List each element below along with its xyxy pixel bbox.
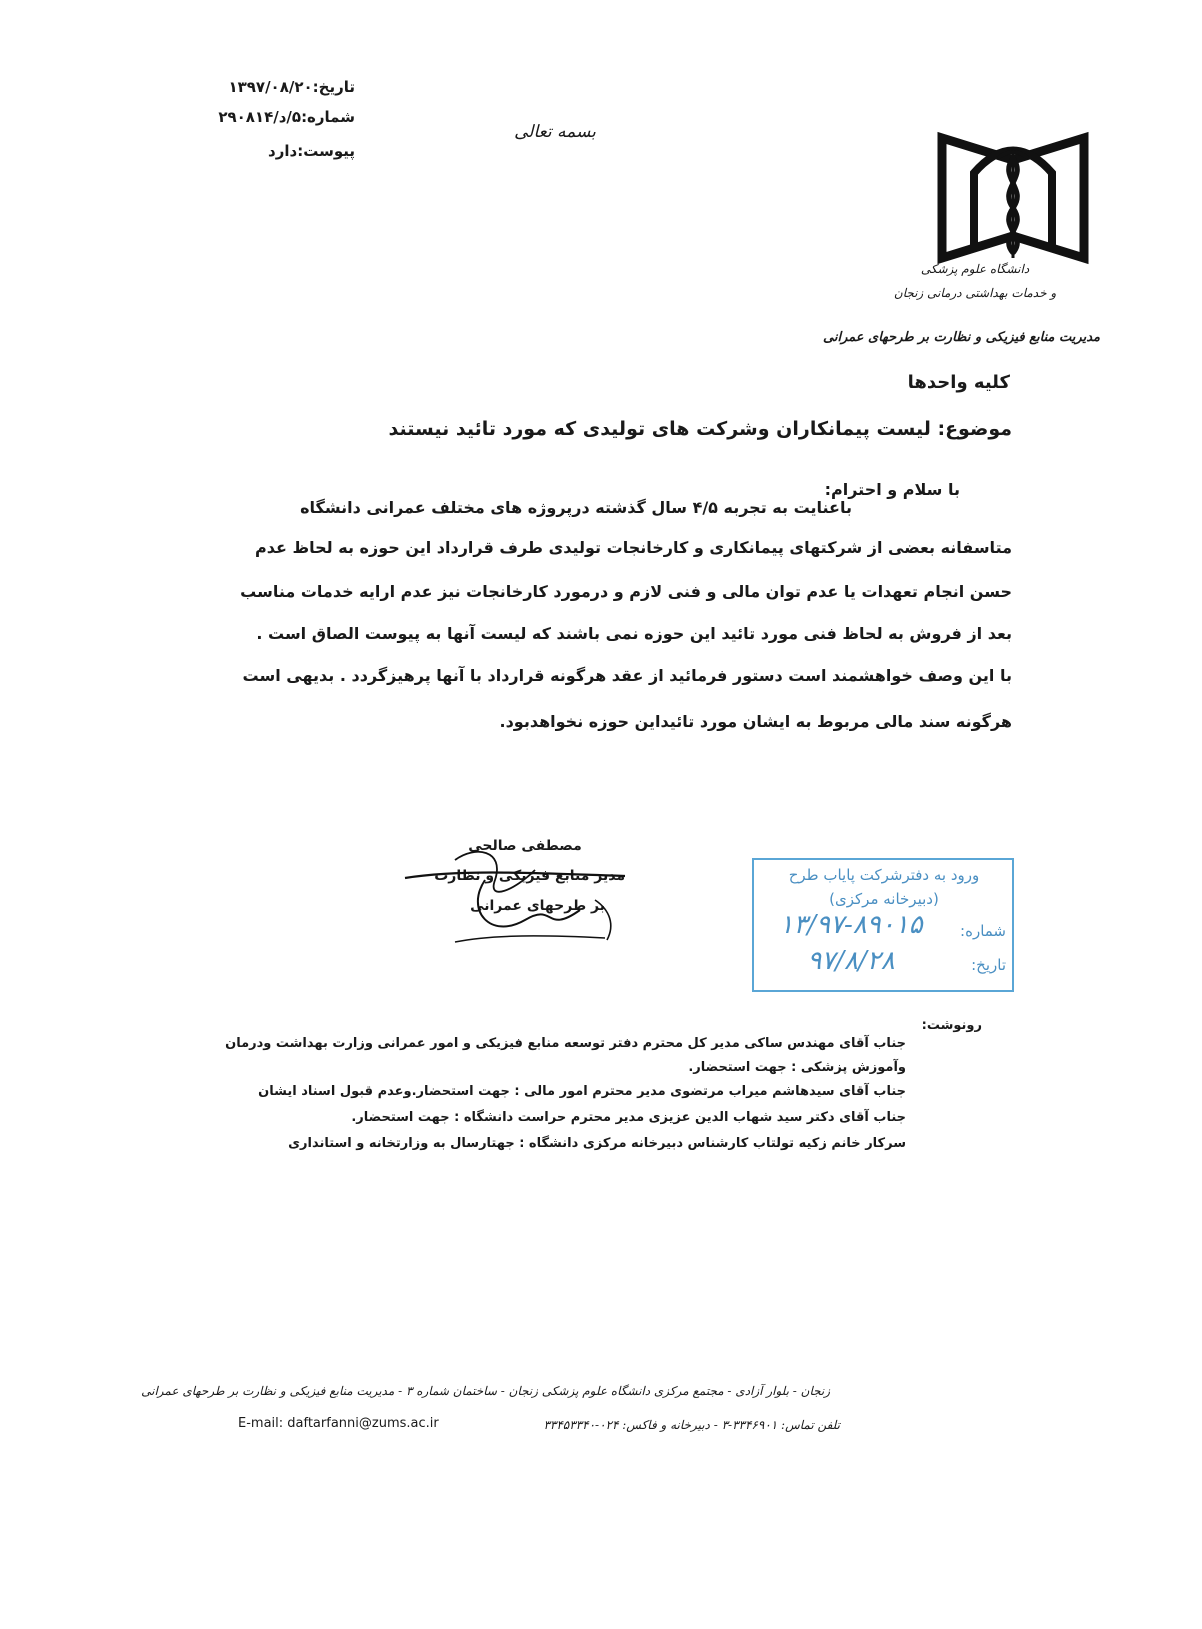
body-line-4: بعد از فروش به لحاظ فنی مورد تائید این حوزه نمی باشند که لیست آنها به پیوست الصاق است . [256,624,1012,643]
signer-name: مصطفی صالحی [468,838,582,854]
logo-line-3: مدیریت منابع فیزیکی و نظارت بر طرحهای عمرانی [823,330,1100,345]
logo-line-1: دانشگاه علوم پزشکی [920,262,1030,276]
attachment-line [180,142,355,160]
reception-stamp [752,858,1014,992]
stamp-date-value: ۹۷/۸/۲۸ [807,946,895,976]
body-line-3: حسن انجام تعهدات یا عدم توان مالی و فنی لازم و درمورد کارخانجات نیز عدم ارایه خدمات مناسب [240,582,1012,601]
greeting: با سلام و احترام: [824,480,960,499]
attachment-label: پیوست: [297,142,355,160]
footer-address: زنجان - بلوار آزادی - مجتمع مرکزی دانشگاه علوم پزشکی زنجان - ساختمان شماره ۳ - مدیریت منابع فیزیکی و نظارت بر طرحهای عمرانی [141,1384,830,1398]
stamp-line-2: (دبیرخانه مرکزی) [829,890,939,908]
date-value: ۱۳۹۷/۰۸/۲۰ [228,78,313,96]
cc-line-5: سرکار خانم زکیه تولتاب کارشناس دبیرخانه مرکزی دانشگاه : جهتارسال به وزارتخانه و استانداری [288,1136,906,1151]
signer-title-1: مدیر منابع فیزیکی و نظارت [434,868,625,884]
stamp-number-label: شماره: [960,922,1006,940]
body-line-5: با این وصف خواهشمند است دستور فرمائید از عقد هرگونه قرارداد با آنها پرهیزگردد . بدیهی است [242,666,1012,685]
footer-phones: تلفن تماس: ۳۳۴۶۹۰۱-۳ - دبیرخانه و فاکس: ۰۲۴-۳۳۴۵۳۳۴۰ [543,1418,840,1432]
stamp-line-1: ورود به دفترشرکت پایاب طرح [788,866,980,884]
number-line [180,108,355,126]
handwritten-signature-icon [395,840,635,950]
cc-line-2: وآموزش پزشکی : جهت استحضار. [688,1060,906,1075]
body-line-6: هرگونه سند مالی مربوط به ایشان مورد تائیداین حوزه نخواهدبود. [499,712,1012,731]
date-line [180,78,355,96]
cc-line-1: جناب آقای مهندس ساکی مدیر کل محترم دفتر توسعه منابع فیزیکی و امور عمرانی وزارت بهداشت ودرمان [225,1036,906,1051]
number-label: شماره: [301,108,355,126]
cc-line-4: جناب آقای دکتر سید شهاب الدین عزیزی مدیر محترم حراست دانشگاه : جهت استحضار. [351,1110,906,1125]
basmala: بسمه تعالی [514,122,596,142]
signer-title-2: بر طرحهای عمرانی [470,898,605,914]
stamp-date-label: تاریخ: [971,956,1006,974]
stamp-number-value: ۱۳/۹۷-۸۹۰۱۵ [779,910,923,940]
body-line-2: متاسفانه بعضی از شرکتهای پیمانکاری و کارخانجات تولیدی طرف قرارداد این حوزه به لحاظ عدم [255,538,1012,557]
logo-line-2: و خدمات بهداشتی درمانی زنجان [893,286,1057,300]
subject: موضوع: لیست پیمانکاران وشرکت های تولیدی که مورد تائید نیستند [388,418,1012,440]
date-label: تاریخ: [312,78,355,96]
footer-email: E-mail: daftarfanni@zums.ac.ir [238,1416,439,1431]
recipient: کلیه واحدها [907,372,1010,393]
attachment-value: دارد [268,142,298,160]
cc-label: رونوشت: [921,1018,982,1033]
cc-line-3: جناب آقای سیدهاشم میراب مرتضوی مدیر محترم امور مالی : جهت استحضار.وعدم قبول اسناد ایشان [258,1084,906,1099]
body-line-1: باعنایت به تجربه ۴/۵ سال گذشته درپروژه های مختلف عمرانی دانشگاه [300,498,852,517]
number-value: ۵/د/۲۹۰۸۱۴ [218,108,302,126]
